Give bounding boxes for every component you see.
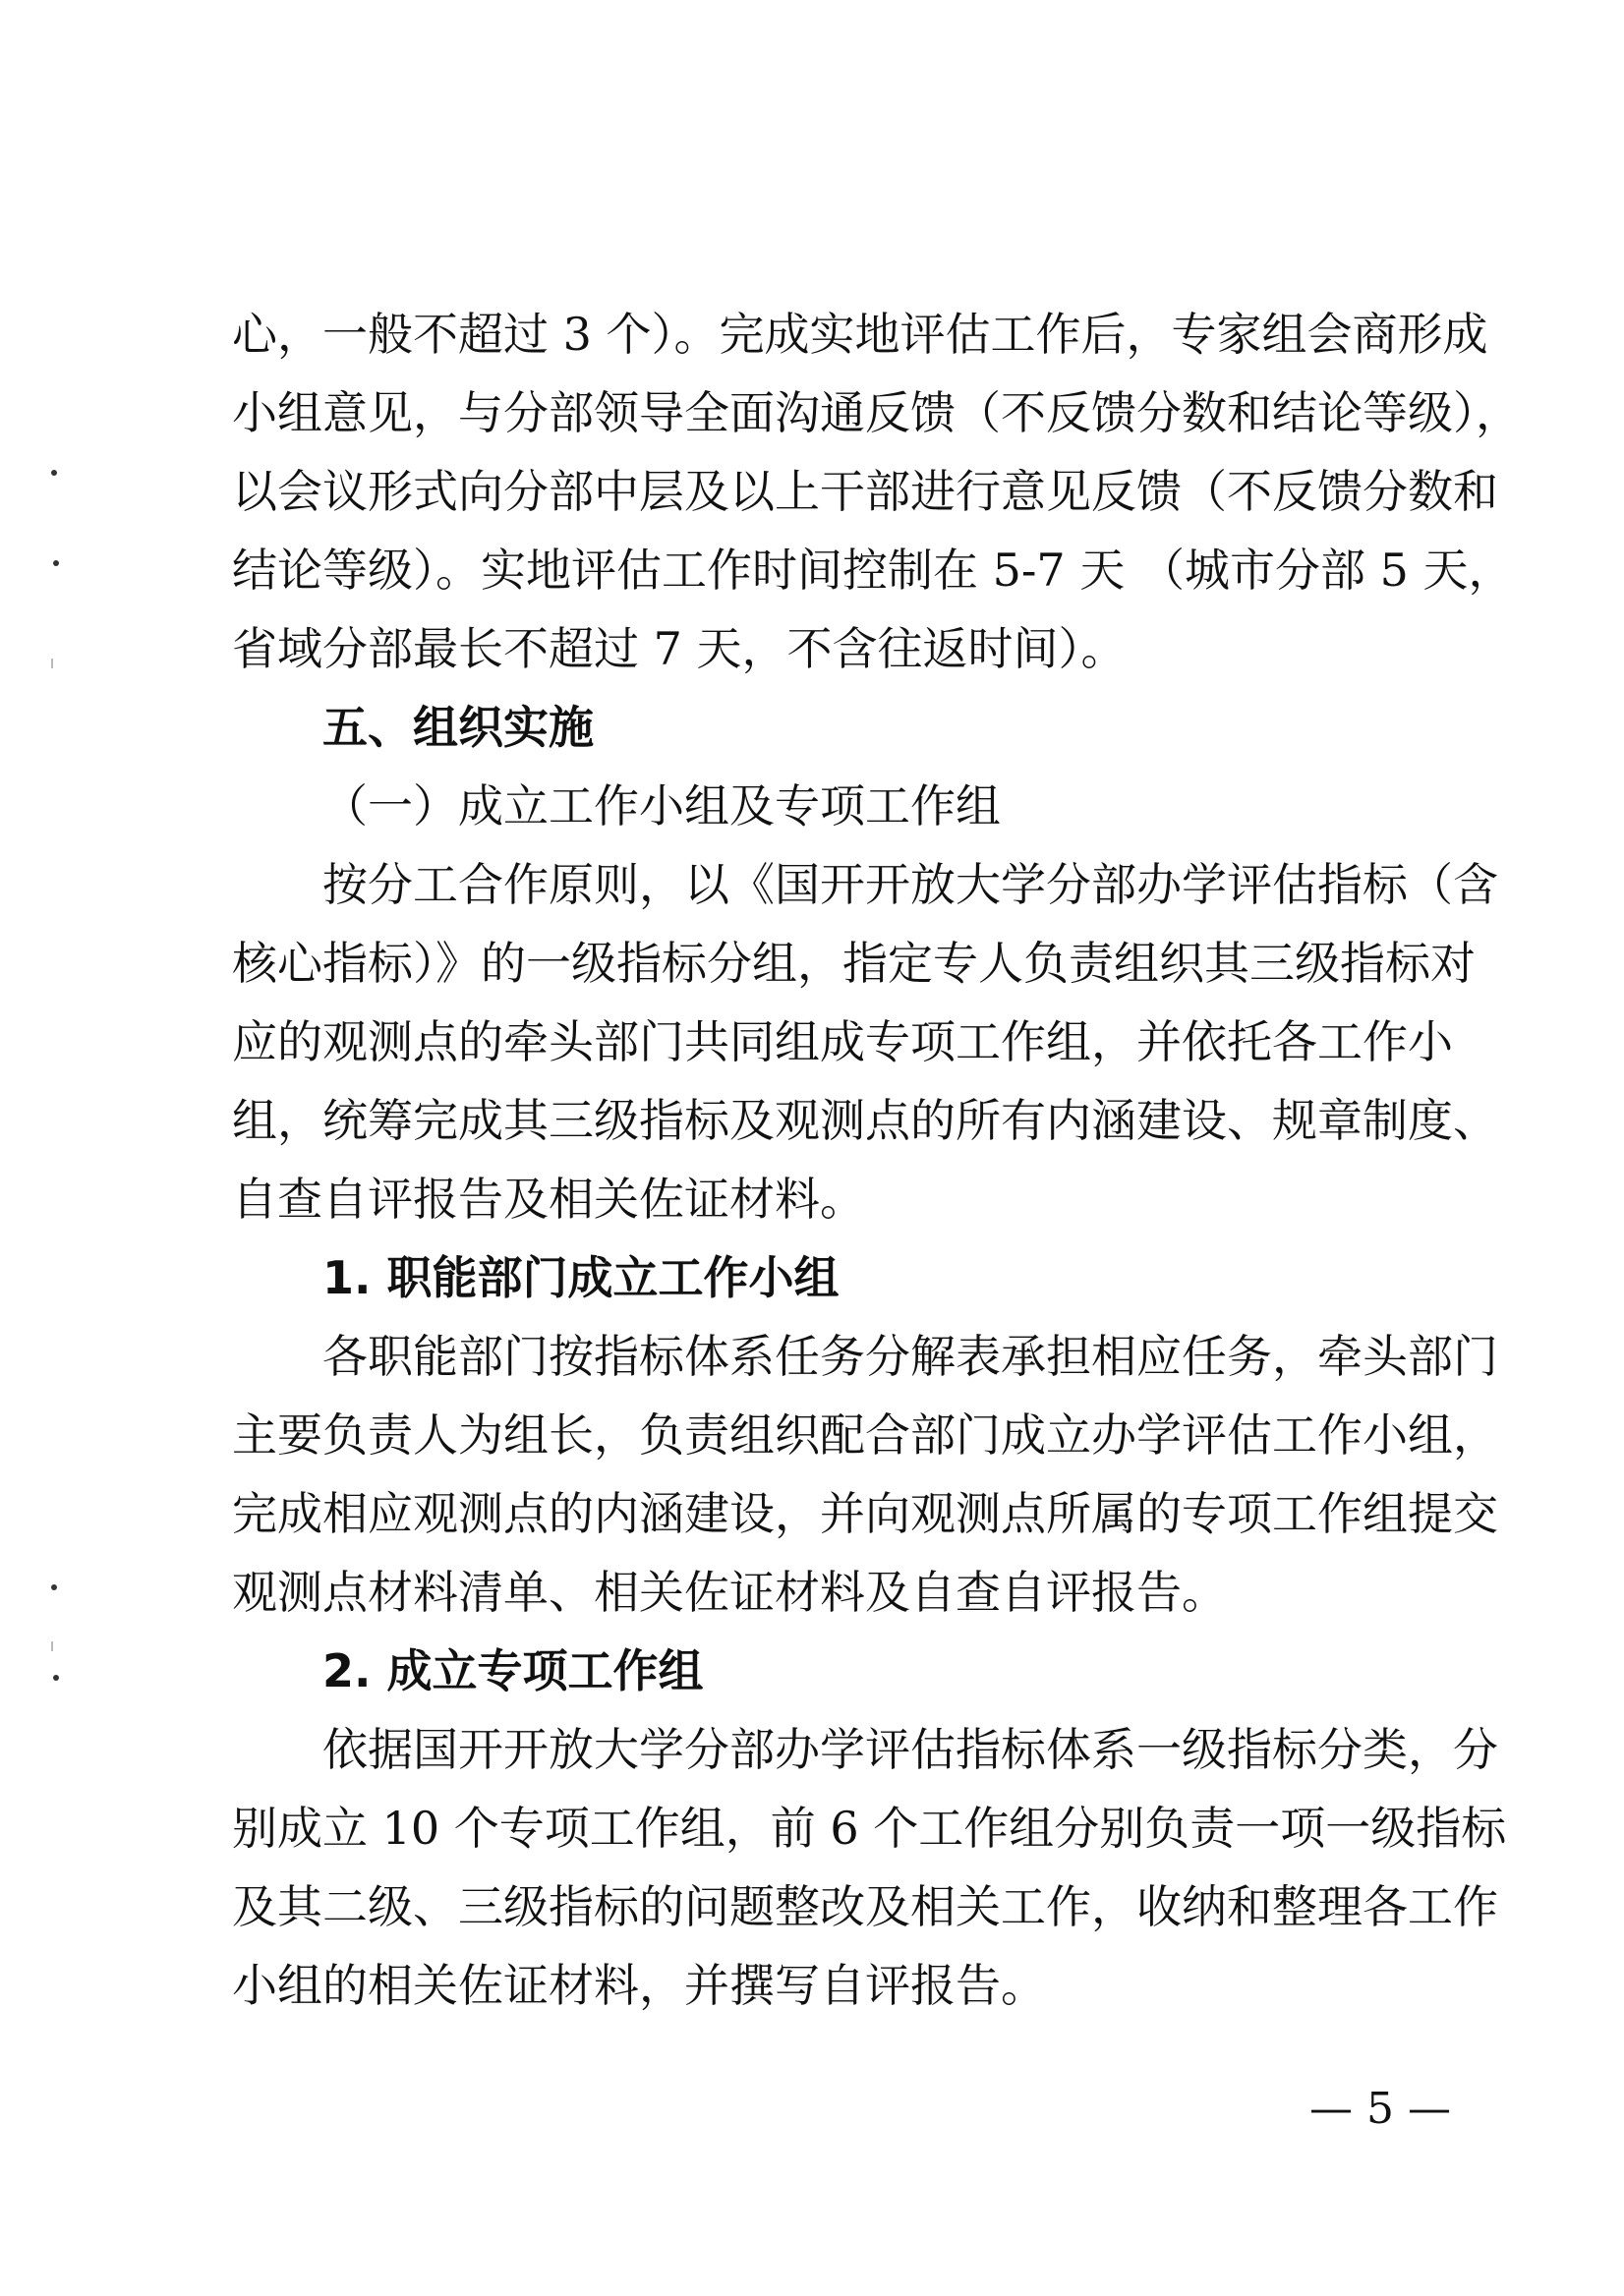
text-line: 主要负责人为组长，负责组织配合部门成立办学评估工作小组， xyxy=(232,1408,1498,1462)
text-line: 各职能部门按指标体系任务分解表承担相应任务，牵头部门 xyxy=(322,1330,1498,1383)
section-heading: 五、组织实施 xyxy=(322,701,594,754)
text-line: 依据国开开放大学分部办学评估指标体系一级指标分类，分 xyxy=(322,1723,1498,1776)
numbered-heading: 1. 职能部门成立工作小组 xyxy=(322,1251,840,1304)
text-line: 观测点材料清单、相关佐证材料及自查自评报告。 xyxy=(232,1566,1227,1619)
scan-mark xyxy=(51,1641,53,1651)
scan-mark xyxy=(51,659,53,668)
scan-mark xyxy=(51,470,57,476)
text-line: 按分工合作原则，以《国开开放大学分部办学评估指标（含 xyxy=(322,858,1498,911)
text-line: 小组意见，与分部领导全面沟通反馈（不反馈分数和结论等级）， xyxy=(232,386,1521,439)
text-line: 组，统筹完成其三级指标及观测点的所有内涵建设、规章制度、 xyxy=(232,1094,1498,1147)
page-number: — 5 — xyxy=(1309,2084,1451,2134)
text-line: 应的观测点的牵头部门共同组成专项工作组，并依托各工作小 xyxy=(232,1015,1453,1068)
text-line: 别成立 10 个专项工作组，前 6 个工作组分别负责一项一级指标 xyxy=(232,1802,1507,1855)
text-line: 省域分部最长不超过 7 天，不含往返时间）。 xyxy=(232,622,1127,675)
subsection-heading: （一）成立工作小组及专项工作组 xyxy=(322,779,1001,832)
text-line: 完成相应观测点的内涵建设，并向观测点所属的专项工作组提交 xyxy=(232,1487,1498,1540)
scan-mark xyxy=(51,1584,57,1590)
text-line: 自查自评报告及相关佐证材料。 xyxy=(232,1173,865,1226)
text-line: 以会议形式向分部中层及以上干部进行意见反馈（不反馈分数和 xyxy=(232,465,1498,518)
text-line: 心，一般不超过 3 个）。完成实地评估工作后，专家组会商形成 xyxy=(232,308,1488,361)
text-line: 结论等级）。实地评估工作时间控制在 5-7 天 （城市分部 5 天， xyxy=(232,544,1514,597)
text-line: 核心指标）》的一级指标分组，指定专人负责组织其三级指标对 xyxy=(232,937,1476,990)
numbered-heading: 2. 成立专项工作组 xyxy=(322,1644,704,1697)
text-line: 小组的相关佐证材料，并撰写自评报告。 xyxy=(232,1959,1046,2012)
scan-mark xyxy=(53,1675,59,1681)
scan-mark xyxy=(53,560,59,566)
text-line: 及其二级、三级指标的问题整改及相关工作，收纳和整理各工作 xyxy=(232,1880,1498,1933)
document-body xyxy=(232,295,1521,2025)
